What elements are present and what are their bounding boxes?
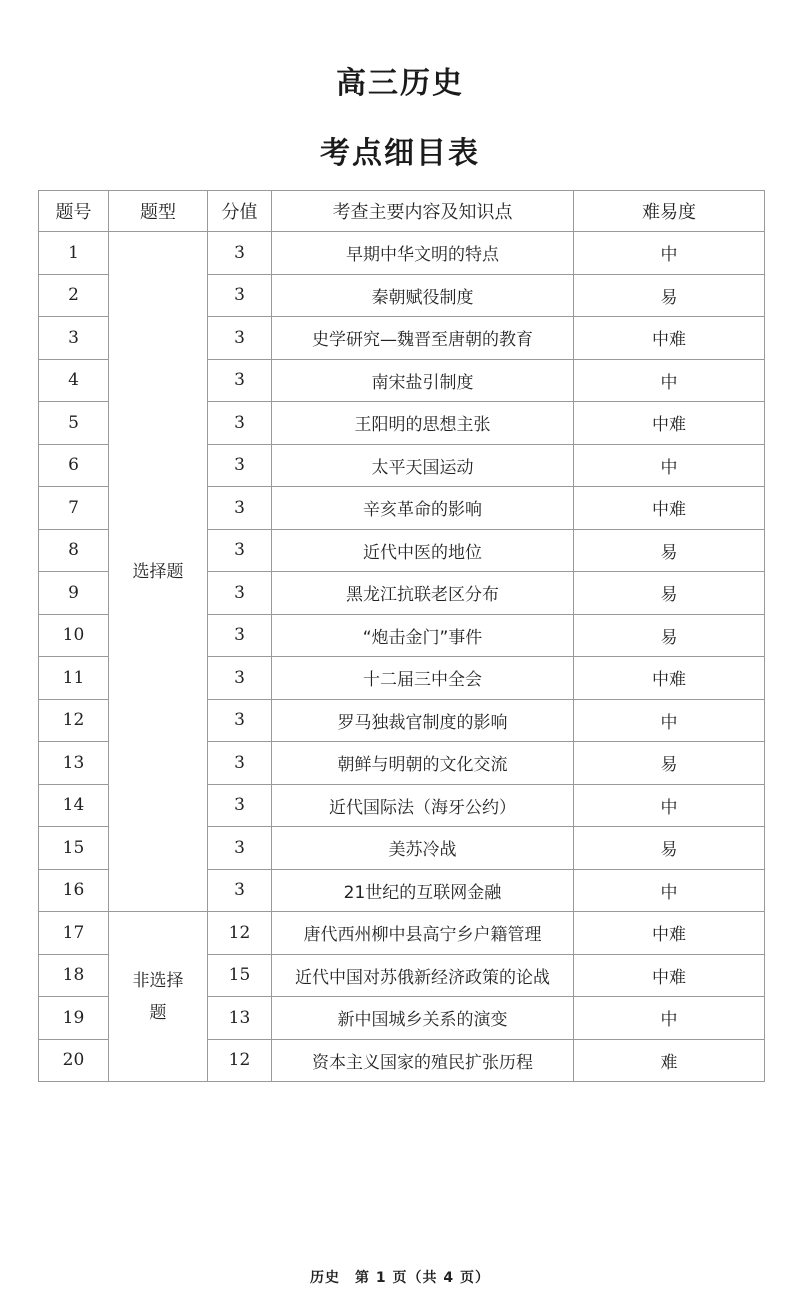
knowledge-point: 早期中华文明的特点: [272, 232, 574, 275]
column-header-content: 考查主要内容及知识点: [272, 191, 574, 232]
score: 3: [208, 444, 272, 487]
score: 12: [208, 1039, 272, 1082]
question-type-line: 非选择: [132, 970, 184, 991]
difficulty: 易: [574, 572, 765, 615]
score: 3: [208, 402, 272, 445]
question-number: 16: [39, 869, 109, 912]
knowledge-point: 近代中国对苏俄新经济政策的论战: [272, 954, 574, 997]
exam-spec-table: [38, 190, 765, 1082]
knowledge-point: 十二届三中全会: [272, 657, 574, 700]
score: 3: [208, 784, 272, 827]
question-number: 5: [39, 402, 109, 445]
score: 3: [208, 232, 272, 275]
question-number: 8: [39, 529, 109, 572]
score: 3: [208, 657, 272, 700]
question-number: 18: [39, 954, 109, 997]
difficulty: 易: [574, 827, 765, 870]
knowledge-point: 罗马独裁官制度的影响: [272, 699, 574, 742]
document-subtitle: 考点细目表: [320, 136, 480, 171]
column-header-difficulty: 难易度: [574, 191, 765, 232]
knowledge-point: 美苏冷战: [272, 827, 574, 870]
knowledge-point: 太平天国运动: [272, 444, 574, 487]
difficulty: 中: [574, 444, 765, 487]
question-number: 20: [39, 1039, 109, 1082]
score: 3: [208, 487, 272, 530]
table-header-row: [39, 191, 765, 232]
score: 3: [208, 274, 272, 317]
difficulty: 中难: [574, 954, 765, 997]
score: 3: [208, 359, 272, 402]
score: 3: [208, 742, 272, 785]
difficulty: 中: [574, 699, 765, 742]
difficulty: 中: [574, 869, 765, 912]
difficulty: 中难: [574, 657, 765, 700]
knowledge-point: 南宋盐引制度: [272, 359, 574, 402]
question-number: 10: [39, 614, 109, 657]
knowledge-point: 王阳明的思想主张: [272, 402, 574, 445]
knowledge-point: 黑龙江抗联老区分布: [272, 572, 574, 615]
knowledge-point: 资本主义国家的殖民扩张历程: [272, 1039, 574, 1082]
difficulty: 中难: [574, 912, 765, 955]
question-number: 12: [39, 699, 109, 742]
difficulty: 中: [574, 232, 765, 275]
column-header-score: 分值: [208, 191, 272, 232]
difficulty: 中难: [574, 317, 765, 360]
knowledge-point: 新中国城乡关系的演变: [272, 997, 574, 1040]
score: 3: [208, 614, 272, 657]
score: 3: [208, 529, 272, 572]
question-number: 1: [39, 232, 109, 275]
score: 3: [208, 572, 272, 615]
column-header-number: 题号: [39, 191, 109, 232]
question-type: [109, 912, 208, 1082]
question-number: 7: [39, 487, 109, 530]
knowledge-point: “炮击金门”事件: [272, 614, 574, 657]
page-footer: 历史 第 1 页（共 4 页）: [310, 1270, 490, 1286]
question-number: 6: [39, 444, 109, 487]
knowledge-point: 秦朝赋役制度: [272, 274, 574, 317]
difficulty: 中: [574, 784, 765, 827]
knowledge-point: 史学研究—魏晋至唐朝的教育: [272, 317, 574, 360]
knowledge-point: 唐代西州柳中县高宁乡户籍管理: [272, 912, 574, 955]
question-number: 14: [39, 784, 109, 827]
question-type-line: 题: [149, 1002, 167, 1023]
difficulty: 易: [574, 742, 765, 785]
score: 13: [208, 997, 272, 1040]
difficulty: 易: [574, 614, 765, 657]
knowledge-point: 近代国际法（海牙公约）: [272, 784, 574, 827]
difficulty: 中难: [574, 402, 765, 445]
knowledge-point: 近代中医的地位: [272, 529, 574, 572]
score: 12: [208, 912, 272, 955]
question-number: 17: [39, 912, 109, 955]
table-row: [39, 232, 765, 275]
question-number: 13: [39, 742, 109, 785]
score: 3: [208, 827, 272, 870]
table-row: [39, 912, 765, 955]
question-type: [109, 232, 208, 912]
question-number: 2: [39, 274, 109, 317]
difficulty: 易: [574, 529, 765, 572]
question-number: 19: [39, 997, 109, 1040]
question-number: 9: [39, 572, 109, 615]
difficulty: 难: [574, 1039, 765, 1082]
question-number: 11: [39, 657, 109, 700]
score: 3: [208, 869, 272, 912]
score: 15: [208, 954, 272, 997]
score: 3: [208, 699, 272, 742]
difficulty: 易: [574, 274, 765, 317]
difficulty: 中: [574, 997, 765, 1040]
score: 3: [208, 317, 272, 360]
question-number: 15: [39, 827, 109, 870]
difficulty: 中: [574, 359, 765, 402]
knowledge-point: 朝鲜与明朝的文化交流: [272, 742, 574, 785]
column-header-type: 题型: [109, 191, 208, 232]
question-number: 4: [39, 359, 109, 402]
difficulty: 中难: [574, 487, 765, 530]
question-type-line: 选择题: [132, 561, 184, 582]
knowledge-point: 21世纪的互联网金融: [272, 869, 574, 912]
table-body: [39, 232, 765, 1082]
document-title: 高三历史: [336, 66, 464, 101]
question-number: 3: [39, 317, 109, 360]
knowledge-point: 辛亥革命的影响: [272, 487, 574, 530]
